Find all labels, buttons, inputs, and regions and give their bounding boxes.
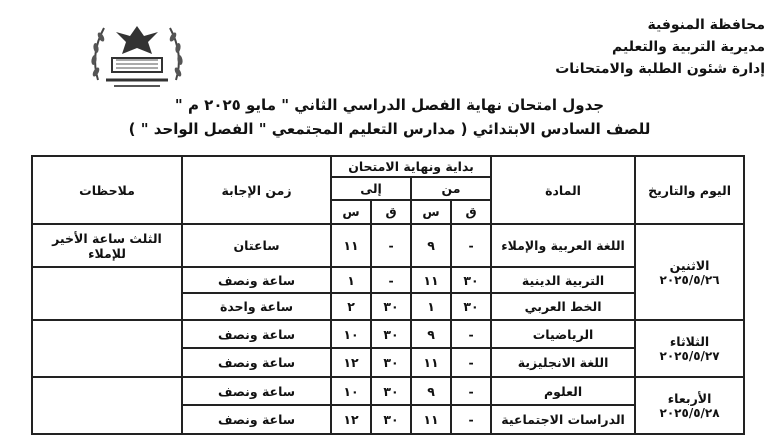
header-from-min: ق <box>451 200 491 224</box>
duration-cell: ساعة ونصف <box>182 320 331 349</box>
exam-schedule-table <box>31 155 745 435</box>
from-min-cell: - <box>451 348 491 377</box>
header-start-end: بداية ونهاية الامتحان <box>331 156 491 177</box>
header-from: من <box>411 177 491 199</box>
duration-cell: ساعة ونصف <box>182 405 331 434</box>
duration-cell: ساعة ونصف <box>182 377 331 406</box>
day-date: ٢٠٢٥/٥/٢٦ <box>659 272 720 287</box>
to-hour-cell: ٢ <box>331 293 371 319</box>
subject-cell: الرياضيات <box>491 320 635 349</box>
directorate-header <box>555 14 765 80</box>
day-name: الأربعاء <box>667 390 712 406</box>
from-min-cell: ٣٠ <box>451 293 491 319</box>
day-date: ٢٠٢٥/٥/٢٨ <box>659 405 720 420</box>
subject-cell: التربية الدينية <box>491 267 635 293</box>
header-to-min: ق <box>371 200 411 224</box>
to-hour-cell: ١٢ <box>331 405 371 434</box>
header-to-hour: س <box>331 200 371 224</box>
header-notes: ملاحظات <box>32 156 182 224</box>
header-day-date: اليوم والتاريخ <box>635 156 744 224</box>
to-hour-cell: ١٠ <box>331 320 371 349</box>
to-min-cell: - <box>371 224 411 267</box>
to-hour-cell: ١١ <box>331 224 371 267</box>
day-cell <box>635 320 744 377</box>
exam-schedule-subtitle: للصف السادس الابتدائي ( مدارس التعليم المجتمعي " الفصل الواحد " ) <box>128 120 651 138</box>
notes-cell-empty <box>32 267 182 320</box>
department-name: إدارة شئون الطلبة والامتحانات <box>555 61 765 77</box>
header-from-hour: س <box>411 200 451 224</box>
subject-cell: الخط العربي <box>491 293 635 319</box>
duration-cell: ساعة واحدة <box>182 293 331 319</box>
to-hour-cell: ١ <box>331 267 371 293</box>
subject-cell: اللغة الانجليزية <box>491 348 635 377</box>
duration-cell: ساعة ونصف <box>182 267 331 293</box>
duration-cell: ساعتان <box>182 224 331 267</box>
from-min-cell: - <box>451 377 491 406</box>
to-hour-cell: ١٠ <box>331 377 371 406</box>
from-hour-cell: ١١ <box>411 348 451 377</box>
duration-cell: ساعة ونصف <box>182 348 331 377</box>
to-min-cell: ٣٠ <box>371 377 411 406</box>
from-hour-cell: ١١ <box>411 267 451 293</box>
from-hour-cell: ١١ <box>411 405 451 434</box>
directorate-name: مديرية التربية والتعليم <box>612 39 765 55</box>
to-hour-cell: ١٢ <box>331 348 371 377</box>
subject-cell: العلوم <box>491 377 635 406</box>
exam-schedule-title: جدول امتحان نهاية الفصل الدراسي الثاني " مايو ٢٠٢٥ م " <box>174 96 605 114</box>
from-min-cell: - <box>451 224 491 267</box>
from-hour-cell: ٩ <box>411 224 451 267</box>
notes-cell: الثلث ساعة الأخير للإملاء <box>32 224 182 267</box>
to-min-cell: ٣٠ <box>371 405 411 434</box>
notes-cell-empty <box>32 320 182 377</box>
governorate-logo-icon <box>86 14 188 92</box>
from-min-cell: ٣٠ <box>451 267 491 293</box>
header-subject: المادة <box>491 156 635 224</box>
table-row <box>32 320 744 349</box>
subject-cell: اللغة العربية والإملاء <box>491 224 635 267</box>
from-min-cell: - <box>451 405 491 434</box>
day-date: ٢٠٢٥/٥/٢٧ <box>659 348 720 363</box>
governorate-name: محافظة المنوفية <box>647 17 765 33</box>
to-min-cell: ٣٠ <box>371 320 411 349</box>
header-duration: زمن الإجابة <box>182 156 331 224</box>
to-min-cell: ٣٠ <box>371 293 411 319</box>
from-min-cell: - <box>451 320 491 349</box>
from-hour-cell: ٩ <box>411 377 451 406</box>
from-hour-cell: ١ <box>411 293 451 319</box>
day-cell <box>635 224 744 320</box>
table-row <box>32 377 744 406</box>
subject-cell: الدراسات الاجتماعية <box>491 405 635 434</box>
table-row <box>32 224 744 267</box>
to-min-cell: - <box>371 267 411 293</box>
to-min-cell: ٣٠ <box>371 348 411 377</box>
from-hour-cell: ٩ <box>411 320 451 349</box>
notes-cell-empty <box>32 377 182 434</box>
day-name: الاثنين <box>669 257 710 273</box>
day-name: الثلاثاء <box>669 333 710 349</box>
day-cell <box>635 377 744 434</box>
header-to: إلى <box>331 177 411 199</box>
